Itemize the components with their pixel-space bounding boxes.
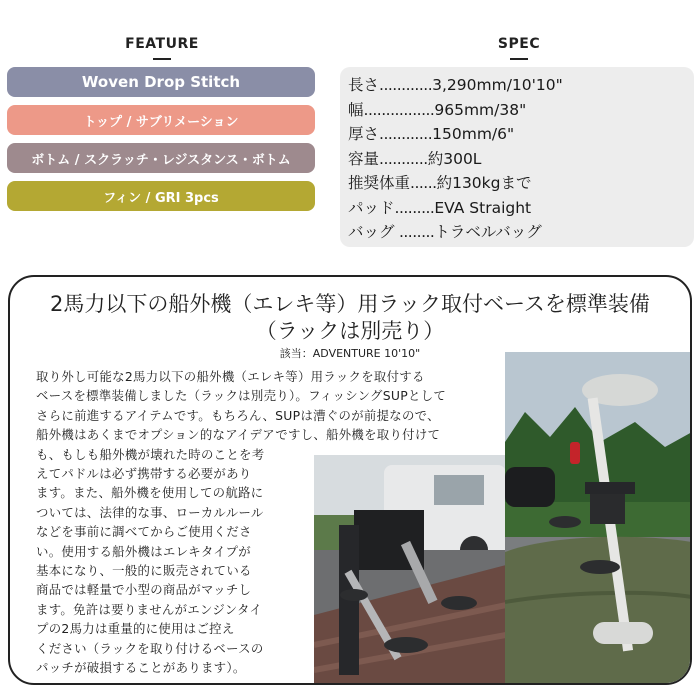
- body-line: 基本になり、一般的に販売されている: [36, 563, 252, 579]
- box-subtitle: 該当：ADVENTURE 10'10": [279, 347, 421, 360]
- spec-key: 容量: [348, 149, 380, 168]
- spec-key: 推奨体重: [348, 174, 411, 192]
- spec-value: 約130kgまで: [436, 174, 532, 192]
- box-title-line2: （ラックは別売り）: [255, 319, 445, 343]
- spec-key: 幅: [348, 100, 364, 119]
- spec-dots: ......: [410, 174, 437, 192]
- body-line: 取り外し可能な2馬力以下の船外機（エレキ等）用ラックを取付する: [36, 369, 425, 384]
- spec-key: 厚さ: [348, 125, 380, 143]
- feature-pill-label: トップ / サブリメーション: [83, 114, 239, 130]
- spec-dots: ........: [394, 223, 435, 241]
- spec-dots: ............: [379, 76, 433, 94]
- spec-dots: ............: [379, 125, 433, 143]
- rack-base-photo: [314, 455, 506, 685]
- body-line: も、もしも船外機が壊れた時のことを考: [36, 446, 265, 462]
- body-line: ます。また、船外機を使用しての航路に: [36, 485, 264, 501]
- body-line: ます。免許は要りませんがエンジンタイ: [36, 601, 263, 617]
- spec-key: パッド: [348, 198, 395, 217]
- spec-panel: [340, 67, 694, 247]
- feature-pill-label: ボトム / スクラッチ・レジスタンス・ボトム: [31, 152, 291, 168]
- spec-value: 150mm/6": [432, 125, 515, 143]
- body-line: などを事前に調べてからご使用くださ: [36, 524, 252, 540]
- feature-pill-fin: [7, 181, 315, 211]
- body-line: ください（ラックを取り付けるベースの: [36, 640, 264, 656]
- body-line: い。使用する船外機はエレキタイプが: [36, 543, 251, 559]
- spec-row-weight: [348, 171, 694, 196]
- motor-mount-feature-box: [8, 275, 692, 685]
- feature-heading: FEATURE: [8, 36, 316, 60]
- spec-heading: SPEC: [344, 36, 694, 60]
- feature-pill-bottom: [7, 143, 315, 173]
- spec-row-width: [348, 98, 694, 123]
- spec-value: 965mm/38": [434, 100, 527, 119]
- spec-key: 長さ: [348, 76, 380, 94]
- body-line: 船外機はあくまでオプション的なアイデアですし、船外機を取り付けて: [36, 427, 441, 443]
- spec-value: 約300L: [427, 149, 482, 168]
- spec-row-pad: [348, 196, 694, 221]
- body-line: プの2馬力は重量的に使用はご控え: [36, 621, 235, 637]
- body-line: パッチが破損することがあります）。: [36, 660, 246, 676]
- spec-row-thickness: [348, 122, 694, 147]
- feature-pill-woven: [7, 67, 315, 97]
- spec-dots: ................: [363, 100, 435, 119]
- body-line: 商品では軽量で小型の商品がマッチし: [36, 582, 252, 598]
- spec-value: トラベルバッグ: [434, 223, 542, 241]
- spec-value: 3,290mm/10'10": [432, 76, 563, 94]
- body-line: ベースを標準装備しました（ラックは別売り）。フィッシングSUPとして: [36, 388, 447, 404]
- spec-dots: .........: [394, 198, 435, 217]
- spec-key: バッグ: [348, 223, 395, 241]
- spec-value: EVA Straight: [434, 198, 532, 217]
- spec-row-bag: [348, 220, 694, 245]
- body-line: ついては、法律的な事、ローカルルール: [36, 504, 264, 520]
- feature-pill-label: フィン / GRI 3pcs: [103, 190, 219, 206]
- box-title: [10, 291, 690, 345]
- body-line: えてパドルは必ず携帯する必要があり: [36, 466, 252, 482]
- box-title-line1: 2馬力以下の船外機（エレキ等）用ラック取付ベースを標準装備: [50, 292, 650, 316]
- spec-row-volume: [348, 147, 694, 172]
- spec-row-length: [348, 73, 694, 98]
- spec-dots: ...........: [379, 149, 428, 168]
- feature-pill-top: [7, 105, 315, 135]
- body-line: さらに前進するアイテムです。もちろん、SUPは漕ぐのが前提なので、: [36, 407, 440, 423]
- feature-pill-label: Woven Drop Stitch: [81, 73, 241, 91]
- motor-on-sup-photo: [505, 352, 692, 685]
